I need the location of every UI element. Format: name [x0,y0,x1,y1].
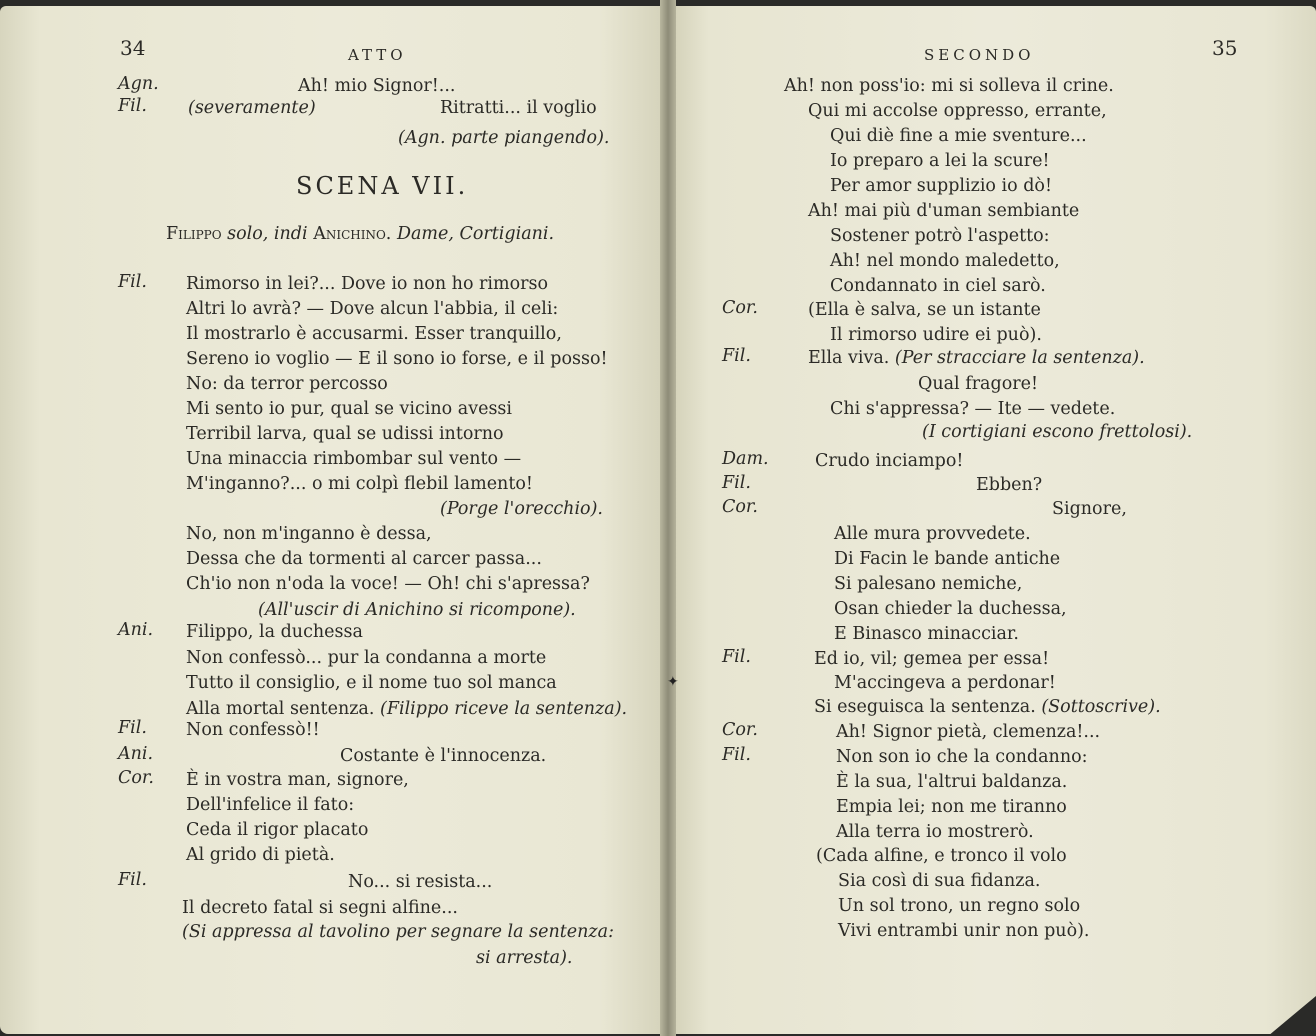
scene-title: SCENA VII. [296,172,469,200]
verse-line [976,475,1042,495]
book-gutter [660,0,676,1036]
speaker-label: Fil. [118,96,147,116]
verse-line [186,274,548,294]
verse-line [808,348,1145,368]
verse-text: (severamente) [188,98,316,118]
verse-text: Signore, [1052,499,1127,519]
verse-text: Non son io che la condanno: [836,747,1088,767]
verse-text: Rimorso in lei?... Dove io non ho rimorso [186,274,549,294]
verse-text: Una minaccia rimbombar sul vento — [186,449,522,469]
verse-text: Ah! non poss'io: mi si solleva il crine. [784,76,1114,96]
verse-text: M'inganno?... o mi colpì flebil lamento! [186,474,533,494]
speaker-label: Cor. [722,298,758,318]
speaker-label: Cor. [118,768,154,788]
verse-text: Filippo, la duchessa [186,622,363,642]
verse-line [830,176,1052,196]
verse-text: Sereno io voglio — E il sono io forse, e il posso! [186,349,608,369]
verse-line [838,921,1090,941]
character-anichino: Anichino. [313,224,392,244]
verse-text: E Binasco minacciar. [834,624,1019,644]
verse-text: Ch'io non n'oda la voce! — Oh! chi s'apressa? [186,574,590,594]
verse-text: Ceda il rigor placato [186,820,369,840]
stage-direction: (Filippo riceve la sentenza). [374,699,628,719]
verse-line [186,673,557,693]
verse-text: Alla mortal sentenza. [186,699,375,719]
verse-line [834,574,1022,594]
verse-line [830,251,1060,271]
verse-text: M'accingeva a perdonar! [834,673,1056,693]
verse-line [814,649,1049,669]
verse-text: Il decreto fatal si segni alfine... [182,898,458,918]
verse-text: È in vostra man, signore, [186,770,409,790]
verse-text: Un sol trono, un regno solo [838,896,1081,916]
verse-line [836,797,1067,817]
verse-text: Osan chieder la duchessa, [834,599,1067,619]
verse-text: Qui diè fine a mie sventure... [830,126,1087,146]
character-rest: Dame, Cortigiani. [396,224,555,244]
verse-line [398,128,609,148]
verse-line [186,399,512,419]
stage-direction: (Sottoscrive). [1035,697,1161,717]
verse-line [922,422,1192,442]
verse-line [830,399,1115,419]
speaker-label: Fil. [722,473,751,493]
verse-text: Ebben? [976,475,1043,495]
verse-line [830,126,1087,146]
verse-text: (All'uscir di Anichino si ricompone). [258,600,576,620]
verse-text: Dell'infelice il fato: [186,795,355,815]
speaker-label: Cor. [722,720,758,740]
speaker-label: Fil. [118,870,147,890]
verse-line [808,201,1079,221]
right-page-number: 35 [1212,36,1238,60]
verse-text: Si eseguisca la sentenza. [814,697,1036,717]
verse-line [298,76,455,96]
verse-line [186,374,388,394]
speaker-label: Fil. [722,745,751,765]
speaker-label: Fil. [118,718,147,738]
verse-text: Condannato in ciel sarò. [830,276,1046,296]
verse-line [834,549,1060,569]
speaker-label: Fil. [722,647,751,667]
verse-line [836,747,1088,767]
verse-line [814,697,1161,717]
verse-text: (Porge l'orecchio). [440,499,603,519]
verse-line [186,648,546,668]
character-note: solo, indi [227,224,308,244]
verse-line [186,349,608,369]
verse-text: Si palesano nemiche, [834,574,1023,594]
verse-text: Ah! mai più d'uman sembiante [808,201,1080,221]
verse-line [186,299,558,319]
verse-line [186,795,354,815]
speaker-label: Cor. [722,497,758,517]
verse-line [186,424,504,444]
verse-text: si arresta). [476,948,573,968]
verse-line [838,871,1040,891]
verse-text: Altri lo avrà? — Dove alcun l'abbia, il celi: [186,299,559,319]
verse-line [186,449,521,469]
verse-line [784,76,1114,96]
verse-text: No: da terror percosso [186,374,388,394]
margin-mark-icon: ✦ [667,674,679,690]
left-running-header: ATTO [348,46,407,64]
speaker-label: Agn. [118,74,159,94]
verse-line [808,101,1107,121]
verse-line [186,324,562,344]
verse-line [440,98,597,118]
verse-line [186,720,320,740]
verse-line [186,524,432,544]
verse-line [186,474,533,494]
verse-line [188,98,316,118]
verse-text: Terribil larva, qual se udissi intorno [186,424,504,444]
verse-text: Chi s'appressa? — Ite — vedete. [830,399,1116,419]
verse-text: Qui mi accolse oppresso, errante, [808,101,1107,121]
verse-line [340,746,546,766]
verse-text: Non confessò!! [186,720,320,740]
verse-text: Empia lei; non me tiranno [836,797,1067,817]
verse-text: Vivi entrambi unir non può). [838,921,1090,941]
verse-text: Costante è l'innocenza. [340,746,547,766]
speaker-label: Fil. [722,346,751,366]
verse-text: Per amor supplizio io dò! [830,176,1052,196]
verse-text: Ella viva. [808,348,890,368]
verse-text: Alla terra io mostrerò. [836,822,1034,842]
verse-line [186,622,363,642]
scene-characters [166,224,554,244]
verse-text: Tutto il consiglio, e il nome tuo sol manca [186,673,557,693]
verse-line [186,770,409,790]
verse-line [834,524,1031,544]
verse-text: Sia così di sua fidanza. [838,871,1041,891]
verse-text: Ah! nel mondo maledetto, [830,251,1060,271]
verse-line [836,772,1067,792]
verse-text: Al grido di pietà. [186,845,335,865]
verse-line [816,846,1067,866]
verse-text: Crudo inciampo! [815,451,964,471]
verse-line [830,325,1042,345]
speaker-label: Dam. [722,449,769,469]
left-page-number: 34 [120,36,146,60]
verse-line [830,226,1050,246]
verse-line [186,549,542,569]
verse-line [348,872,492,892]
verse-line [808,300,1041,320]
verse-line [838,896,1080,916]
verse-text: (Si appressa al tavolino per segnare la sentenza: [182,922,614,942]
verse-line [186,820,368,840]
verse-text: Qual fragore! [918,374,1038,394]
verse-text: Ah! mio Signor!... [298,76,456,96]
verse-line [836,822,1034,842]
verse-text: (Cada alfine, e tronco il volo [816,846,1067,866]
verse-line [186,574,590,594]
verse-line [834,599,1067,619]
verse-text: No, non m'inganno è dessa, [186,524,432,544]
verse-line [186,699,627,719]
verse-text: Ritratti... il voglio [440,98,597,118]
verse-text: Il mostrarlo è accusarmi. Esser tranquillo, [186,324,562,344]
verse-line [186,845,335,865]
right-running-header: SECONDO [924,46,1035,64]
verse-line [830,276,1046,296]
verse-text: Dessa che da tormenti al carcer passa... [186,549,542,569]
verse-line [476,948,573,968]
verse-text: Io preparo a lei la scure! [830,151,1050,171]
verse-line [182,922,614,942]
verse-text: (Ella è salva, se un istante [808,300,1041,320]
speaker-label: Ani. [118,620,154,640]
verse-text: Mi sento io pur, qual se vicino avessi [186,399,513,419]
character-filippo: Filippo [166,224,222,244]
verse-text: Di Facin le bande antiche [834,549,1061,569]
verse-text: Il rimorso udire ei può). [830,325,1042,345]
verse-text: (I cortigiani escono frettolosi). [922,422,1193,442]
stage-direction: (Per stracciare la sentenza). [889,348,1145,368]
verse-line [258,600,576,620]
verse-line [440,499,603,519]
verse-line [834,673,1056,693]
verse-line [1052,499,1127,519]
verse-text: Ed io, vil; gemea per essa! [814,649,1050,669]
speaker-label: Fil. [118,272,147,292]
verse-line [918,374,1038,394]
verse-text: (Agn. parte piangendo). [398,128,610,148]
verse-text: Ah! Signor pietà, clemenza!... [836,722,1101,742]
speaker-label: Ani. [118,744,154,764]
verse-line [182,898,458,918]
verse-line [815,451,963,471]
left-page [0,6,666,1034]
verse-text: No... si resista... [348,872,493,892]
verse-line [836,722,1100,742]
verse-text: Non confessò... pur la condanna a morte [186,648,547,668]
verse-text: Alle mura provvedete. [834,524,1031,544]
verse-line [834,624,1019,644]
verse-text: Sostener potrò l'aspetto: [830,226,1050,246]
verse-line [830,151,1050,171]
verse-text: È la sua, l'altrui baldanza. [836,772,1068,792]
